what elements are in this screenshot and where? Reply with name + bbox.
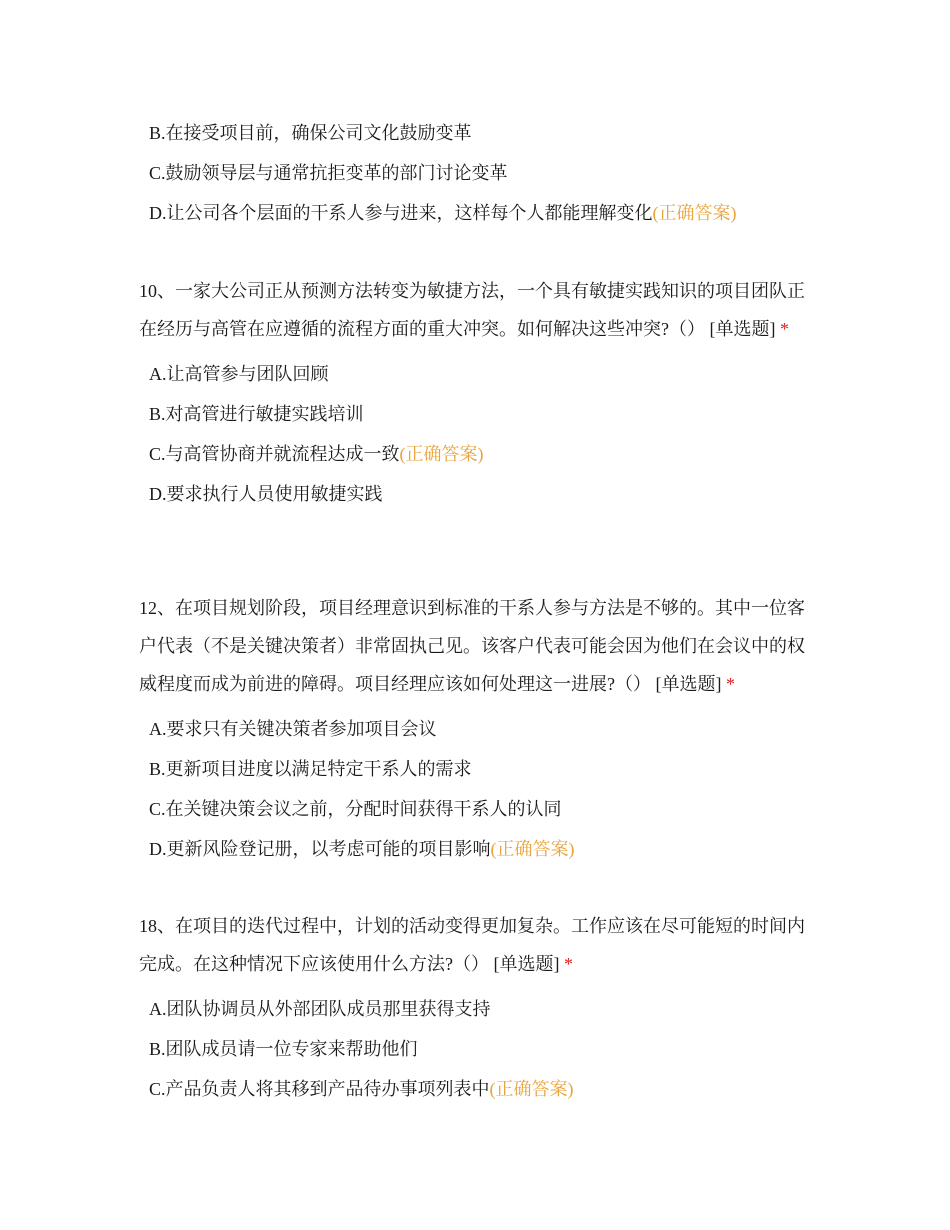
option-a: A.要求只有关键决策者参加项目会议 — [149, 719, 437, 739]
option-b: B.对高管进行敏捷实践培训 — [149, 404, 364, 424]
correct-answer-marker: (正确答案) — [490, 839, 575, 859]
correct-answer-marker: (正确答案) — [399, 444, 484, 464]
option-a: A.团队协调员从外部团队成员那里获得支持 — [149, 999, 491, 1019]
correct-answer-marker: (正确答案) — [489, 1079, 574, 1099]
option-d: D.更新风险登记册，以考虑可能的项目影响(正确答案) — [149, 839, 575, 859]
question-options — [139, 710, 819, 870]
option-b: B.团队成员请一位专家来帮助他们 — [149, 1039, 418, 1059]
correct-answer-marker: (正确答案) — [652, 203, 737, 223]
option-c: C.产品负责人将其移到产品待办事项列表中(正确答案) — [149, 1079, 574, 1099]
question-10 — [139, 272, 819, 515]
option-c: C.在关键决策会议之前，分配时间获得干系人的认同 — [149, 799, 562, 819]
option-d: D.让公司各个层面的干系人参与进来，这样每个人都能理解变化(正确答案) — [149, 203, 737, 223]
question-options — [139, 355, 819, 515]
question-12 — [139, 589, 819, 870]
option-c: C.与高管协商并就流程达成一致(正确答案) — [149, 444, 484, 464]
option-c: C.鼓励领导层与通常抗拒变革的部门讨论变革 — [149, 163, 508, 183]
required-marker: * — [725, 674, 735, 694]
question-18 — [139, 907, 819, 1110]
required-marker: * — [563, 954, 573, 974]
required-marker: * — [779, 319, 789, 339]
question-text: 10、一家大公司正从预测方法转变为敏捷方法，一个具有敏捷实践知识的项目团队正在经历与高管在应遵循的流程方面的重大冲突。如何解决这些冲突?（） [单选题] * — [139, 281, 805, 339]
option-a: A.让高管参与团队回顾 — [149, 364, 329, 384]
question-options — [139, 990, 819, 1110]
question-text: 18、在项目的迭代过程中，计划的活动变得更加复杂。工作应该在尽可能短的时间内完成。在这种情况下应该使用什么方法?（） [单选题] * — [139, 916, 805, 974]
previous-question-options — [139, 114, 819, 234]
question-text: 12、在项目规划阶段，项目经理意识到标准的干系人参与方法是不够的。其中一位客户代表（不是关键决策者）非常固执己见。该客户代表可能会因为他们在会议中的权威程度而成为前进的障碍。项目经理应该如何处理这一进展?（） [单选题] * — [139, 598, 805, 694]
option-b: B.更新项目进度以满足特定干系人的需求 — [149, 759, 472, 779]
option-d: D.要求执行人员使用敏捷实践 — [149, 484, 383, 504]
option-b: B.在接受项目前，确保公司文化鼓励变革 — [149, 123, 472, 143]
